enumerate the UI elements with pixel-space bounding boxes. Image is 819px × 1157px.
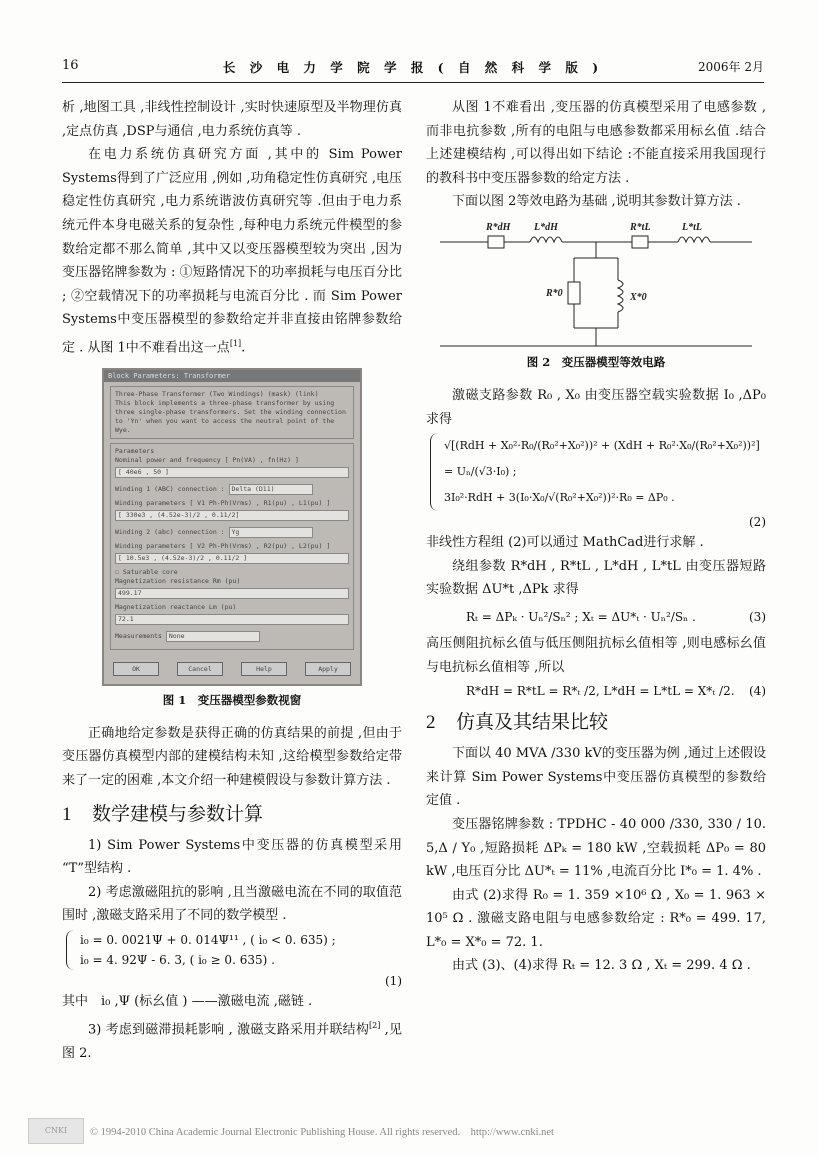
dialog-group-title: Three-Phase Transformer (Two Windings) (mask) (link) [115, 389, 319, 398]
paragraph: 由式 (2)求得 R₀ = 1. 359 ×10⁶ Ω , X₀ = 1. 963 × 10⁵ Ω . 激磁支路电阻与电感参数给定 : R*₀ = 499. 17, L*₀ = X*₀ = 72. 1. [426, 887, 766, 950]
label-r0: R*0 [545, 287, 563, 299]
paragraph: 正确地给定参数是获得正确的仿真结果的前提 ,但由于变压器仿真模型内部的建模结构未知 ,这给模型参数给定带来了一定的困难 ,本文介绍一种建模假设与参数计算方法 . [62, 725, 402, 789]
paragraph: 下面以 40 MVA /330 kV的变压器为例 ,通过上述假设来计算 Sim Power Systems中变压器仿真模型的参数给定值 . [426, 746, 766, 809]
section-number: 2 [426, 712, 436, 734]
equation-2 [426, 433, 766, 511]
figure-1-caption: 图 1 变压器模型参数视窗 [162, 692, 302, 707]
equation-number: (2) [749, 515, 766, 530]
equation-number: (3) [749, 609, 766, 624]
section-title: 数学建模与参数计算 [92, 802, 264, 825]
paragraph: 析 ,地图工具 ,非线性控制设计 ,实时快速原型及半物理仿真 ,定点仿真 ,DSP与通信 ,电力系统仿真等 . [62, 100, 402, 139]
resistor-rdh [488, 236, 504, 248]
w1-connection-label [115, 482, 349, 499]
section-2-heading [426, 707, 766, 738]
resistor-rtl [632, 236, 648, 248]
equation-1-line-b: i₀ = 4. 92Ψ - 6. 3, ( i₀ ≥ 0. 635) . [80, 953, 275, 968]
dialog-description: This block implements a three-phase transformer by using three single-phase transformers. Set the winding connection to 'Yn' when you want to access the neutral point of the Wye. [115, 398, 346, 434]
label-rdh: R*dH [485, 221, 510, 233]
nominal-label: Nominal power and frequency [ Pn(VA) , fn(Hz) ] [115, 455, 299, 464]
journal-title: 长 沙 电 力 学 院 学 报 ( 自 然 科 学 版 ) [222, 60, 604, 75]
w1-params-label: Winding parameters [ V1 Ph-Ph(Vrms) , R1(pu) , L1(pu) ] [115, 498, 331, 507]
w1-params-field: [ 330e3 , (4.52e-3)/2 , 0.11/2] [115, 510, 349, 521]
section-1-heading [62, 799, 402, 830]
measurements-row [115, 629, 349, 646]
issue-date: 2006年 2月 [698, 60, 764, 74]
w1-connection-text: Winding 1 (ABC) connection : [115, 484, 225, 493]
dialog-description-group [110, 386, 354, 439]
apply-button: Apply [305, 662, 351, 676]
header-rule [62, 82, 764, 83]
label-rtl: R*tL [629, 221, 651, 233]
resistor-r0 [568, 282, 580, 304]
section-number: 1 [62, 803, 72, 825]
figure-1-dialog-screenshot [102, 368, 362, 686]
dialog-parameters-group [110, 443, 354, 650]
inductor-x0 [618, 280, 623, 312]
saturable-label: Saturable core [122, 567, 178, 576]
copyright-footer: © 1994-2010 China Academic Journal Electronic Publishing House. All rights reserved. http://www.cnki.net [90, 1127, 554, 1138]
label-x0: X*0 [629, 291, 647, 303]
w2-connection-text: Winding 2 (abc) connection : [115, 527, 225, 536]
dialog-title: Block Parameters: Transformer [104, 370, 360, 382]
list-item-tail: ,见图 2. [62, 1021, 403, 1061]
nominal-field: [ 40e6 , 50 ] [115, 467, 349, 478]
list-item: 2) 考虑激磁阻抗的影响 ,且当激磁电流在不同的取值范围时 ,激磁支路采用了不同的数学模型 . [62, 884, 402, 924]
left-column [62, 96, 402, 1065]
lm-field: 72.1 [115, 614, 349, 625]
paragraph: 下面以图 2等效电路为基础 ,说明其参数计算方法 . [452, 194, 741, 210]
paragraph: 高压侧阻抗标幺值与低压侧阻抗标幺值相等 ,则电感标幺值与电抗标幺值相等 ,所以 [426, 635, 766, 675]
w2-connection-select: Yg [229, 527, 313, 538]
equation-4 [426, 681, 766, 701]
publisher-logo: CNKI [28, 1118, 84, 1144]
paragraph: 激磁支路参数 R₀ , X₀ 由变压器空载实验数据 I₀ ,ΔP₀ 求得 [426, 387, 766, 427]
equation-3 [426, 604, 766, 630]
w1-connection-select: Delta (D11) [229, 484, 313, 495]
w2-params-field: [ 10.5e3 , (4.52e-3)/2 , 0.11/2 ] [115, 553, 349, 564]
rm-label: Magnetization resistance Rm (pu) [115, 576, 241, 585]
citation: [2] [369, 1020, 381, 1030]
paragraph-text: 在电力系统仿真研究方面 ,其中的 Sim Power Systems得到了广泛应用 ,例如 ,功角稳定性仿真研究 ,电压稳定性仿真研究 ,电力系统谐波仿真研究等 .但由于电力系统元件本身电磁关系的复杂性 ,每种电力系统元件模型的参数给定都不那么简单 ,其中又以变压器模型较为突出 ,因为变压器铭牌参数为 : ①短路情况下的功率损耗与电压百分比 ; ②空载情况下的功率损耗与电流百分比 . 而 Sim Power Systems中变压器模型的参数给定并非直接由铭牌参数给定 . 从图 1中不难看出这一点 [62, 147, 402, 356]
equation-number: (1) [385, 974, 402, 989]
equation-2-line-a: √[(RdH + X₀²·R₀/(R₀²+X₀²))² + (XdH + R₀²·X₀/(R₀²+X₀²))²] = Uₙ/(√3·I₀) ; [444, 439, 760, 479]
ok-button: OK [113, 662, 159, 676]
right-column [426, 96, 766, 978]
figure-2-circuit-diagram [434, 218, 759, 350]
paragraph: 绕组参数 R*dH , R*tL , L*dH , L*tL 由变压器短路实验数据 ΔU*t ,ΔPk 求得 [426, 558, 766, 598]
paragraph: 从图 1不难看出 ,变压器的仿真模型采用了电感参数 ,而非电抗参数 ,所有的电阻与电感参数都采用标幺值 .结合上述建模结构 ,可以得出如下结论 :不能直接采用我国现行的教科书中变压器参数的给定方法 . [426, 100, 766, 186]
equation-3-text: Rₜ = ΔPₖ · Uₙ²/Sₙ² ; Xₜ = ΔU*ₜ · Uₙ²/Sₙ . [466, 609, 696, 624]
equation-1-line-a: i₀ = 0. 0021Ψ + 0. 014Ψ¹¹ , ( i₀ < 0. 635) ; [80, 933, 336, 948]
cancel-button: Cancel [177, 662, 223, 676]
paragraph: 变压器铭牌参数 : TPDHC - 40 000 /330, 330 / 10. 5,Δ / Y₀ ,短路损耗 ΔPₖ = 180 kW ,空载损耗 ΔP₀ = 80 kW ,电压百分比 ΔU*ₜ = 11% ,电流百分比 I*₀ = 1. 4% . [426, 816, 766, 880]
citation: [1] [229, 338, 242, 348]
equation-1 [62, 930, 402, 970]
paragraph: 非线性方程组 (2)可以通过 MathCad进行求解 . [426, 535, 704, 551]
section-title: 仿真及其结果比较 [456, 711, 609, 734]
params-label: Parameters [115, 446, 155, 455]
inductor-ldh [530, 237, 562, 242]
measurements-select: None [166, 631, 260, 642]
saturable-checkbox: ☐ Saturable core [115, 567, 178, 576]
rm-field: 499.17 [115, 588, 349, 599]
equation-4-text: R*dH = R*tL = R*ₜ /2, L*dH = L*tL = X*ₜ /2. [466, 684, 735, 699]
inductor-ltl [678, 237, 710, 242]
w2-params-label: Winding parameters [ V2 Ph-Ph(Vrms) , R2(pu) , L2(pu) ] [115, 541, 331, 550]
lm-label: Magnetization reactance Lm (pu) [115, 602, 237, 611]
paragraph: 由式 (3)、(4)求得 Rₜ = 12. 3 Ω , Xₜ = 299. 4 Ω . [452, 958, 751, 974]
measurements-label: Measurements [115, 631, 162, 640]
paragraph: 其中 i₀ ,Ψ (标幺值 ) ——激磁电流 ,磁链 . [62, 994, 313, 1010]
equation-brace [66, 930, 75, 970]
help-button: Help [241, 662, 287, 676]
page-number: 16 [62, 58, 79, 73]
running-header [62, 58, 764, 80]
equation-number: (4) [749, 684, 766, 699]
w2-connection-label [115, 525, 349, 542]
list-item: 1) Sim Power Systems中变压器的仿真模型采用 “T”型结构 . [62, 837, 402, 877]
list-item-text: 3) 考虑到磁滞损耗影响 , 激磁支路采用并联结构 [88, 1021, 370, 1037]
equation-brace [430, 433, 439, 511]
figure-2-caption: 图 2 变压器模型等效电路 [526, 354, 666, 369]
equation-2-line-b: 3I₀²·RdH + 3(I₀·X₀/√(R₀²+X₀²))²·R₀ = ΔP₀ . [444, 491, 675, 505]
label-ldh: L*dH [533, 221, 558, 233]
list-item [62, 1014, 402, 1066]
paragraph: 在电力系统仿真研究方面 ,其中的 Sim Power Systems得到了广泛应用 ,例如 ,功角稳定性仿真研究 ,电压稳定性仿真研究 ,电力系统谐波仿真研究等 .但由于电力系统元件本身电磁关系的复杂性 ,每种电力系统元件模型的参数给定都不那么简单 ,其中又以变压器模型较为突出 ,因为变压器铭牌参数为 : ①短路情况下的功率损耗与电压百分比 ; ②空载情况下的功率损耗与电流百分比 . 而 Sim Power Systems中变压器模型的参数给定并非直接由铭牌参数给定 . 从图 1中不难看出这一点[1]. [62, 147, 402, 356]
label-ltl: L*tL [681, 221, 702, 233]
dialog-buttons [104, 662, 360, 676]
